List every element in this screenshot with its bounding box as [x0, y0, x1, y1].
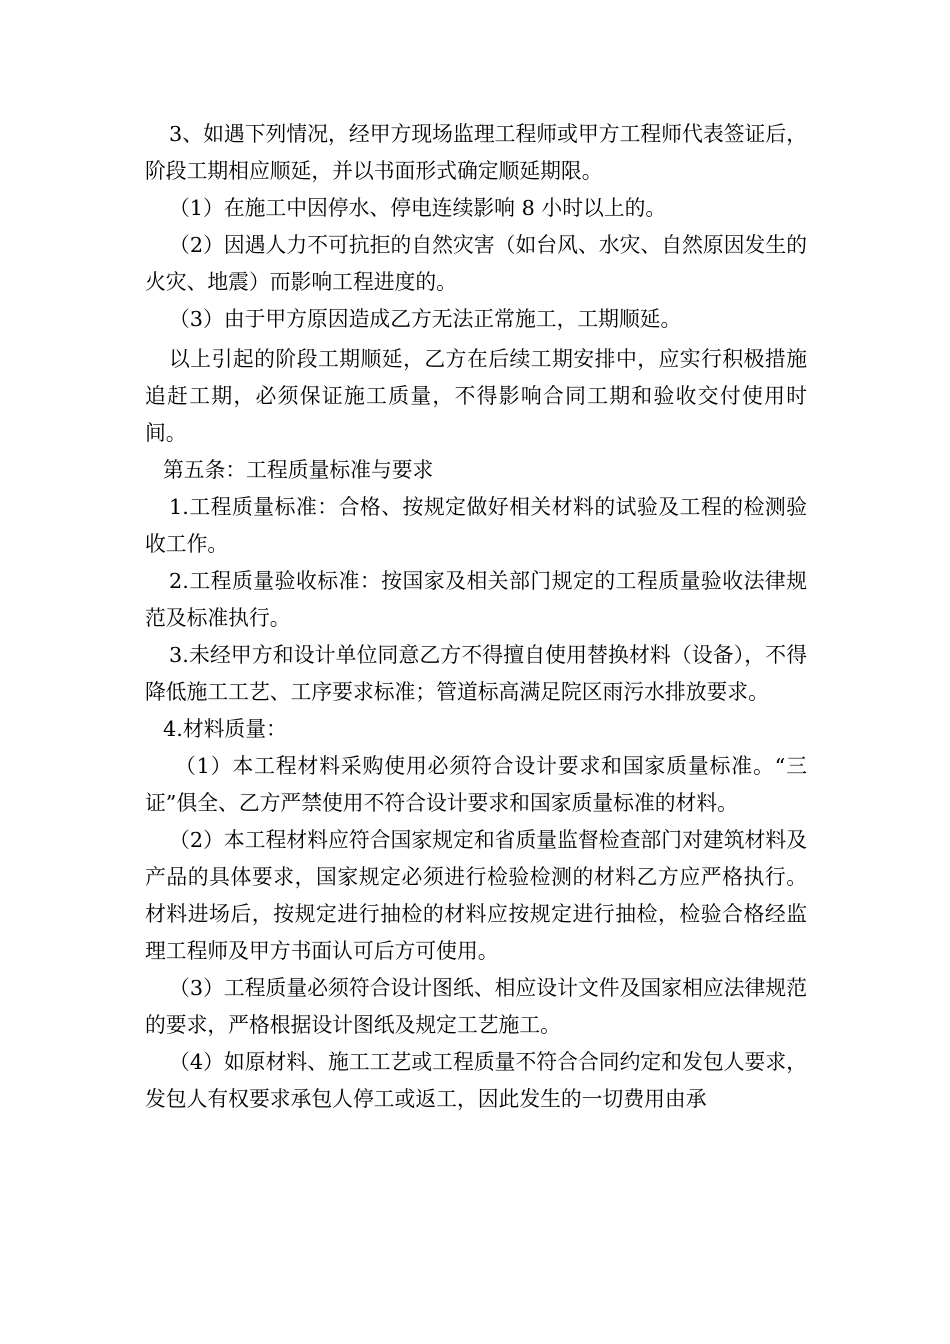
material-quality-item-1: （1）本工程材料采购使用必须符合设计要求和国家质量标准。“三证”俱全、乙方严禁使用不符合设计要求和国家质量标准的材料。	[145, 754, 807, 815]
quality-standard: 1.工程质量标准：合格、按规定做好相关材料的试验及工程的检测验收工作。	[145, 495, 807, 556]
material-quality-heading: 4.材料质量：	[163, 717, 287, 741]
document-body	[145, 116, 807, 1118]
item-2-force-majeure: （2）因遇人力不可抗拒的自然灾害（如台风、水灾、自然原因发生的火灾、地震）而影响工程进度的。	[145, 233, 807, 294]
item-3-party-a-cause: （3）由于甲方原因造成乙方无法正常施工，工期顺延。	[169, 307, 682, 331]
clause-3-extension: 3、如遇下列情况，经甲方现场监理工程师或甲方工程师代表签证后，阶段工期相应顺延，并以书面形式确定顺延期限。	[145, 122, 807, 183]
article-5-heading: 第五条：工程质量标准与要求	[163, 458, 434, 482]
extension-note: 以上引起的阶段工期顺延，乙方在后续工期安排中，应实行积极措施追赶工期，必须保证施工质量，不得影响合同工期和验收交付使用时间。	[145, 347, 807, 445]
material-quality-item-2: （2）本工程材料应符合国家规定和省质量监督检查部门对建筑材料及产品的具体要求，国家规定必须进行检验检测的材料乙方应严格执行。材料进场后，按规定进行抽检的材料应按规定进行抽检，检验合格经监理工程师及甲方书面认可后方可使用。	[145, 828, 807, 963]
material-quality-item-3: （3）工程质量必须符合设计图纸、相应设计文件及国家相应法律规范的要求，严格根据设计图纸及规定工艺施工。	[145, 976, 807, 1037]
item-1-water-power-outage: （1）在施工中因停水、停电连续影响 8 小时以上的。	[169, 196, 667, 220]
material-quality-item-4: （4）如原材料、施工工艺或工程质量不符合合同约定和发包人要求，发包人有权要求承包人停工或返工，因此发生的一切费用由承	[145, 1050, 807, 1111]
acceptance-standard: 2.工程质量验收标准：按国家及相关部门规定的工程质量验收法律规范及标准执行。	[145, 569, 807, 630]
material-substitution-rule: 3.未经甲方和设计单位同意乙方不得擅自使用替换材料（设备），不得降低施工工艺、工序要求标准；管道标高满足院区雨污水排放要求。	[145, 643, 807, 704]
